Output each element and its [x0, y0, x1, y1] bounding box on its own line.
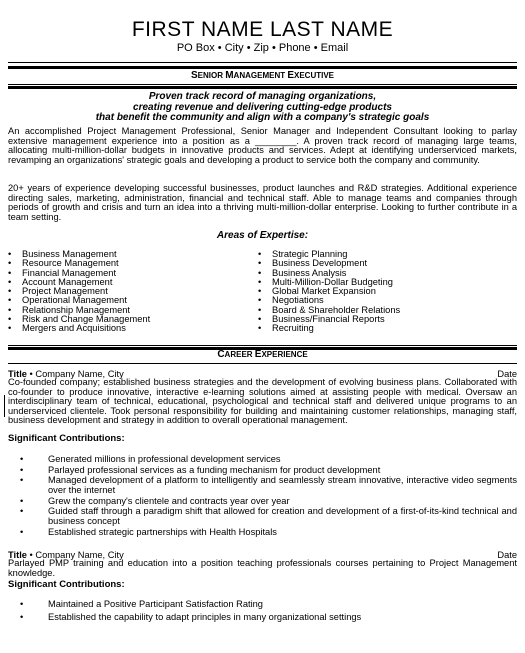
contribution-item: • Managed development of a platform to intelligently and seamlessly stream innovative, interactive video segments over the internet: [20, 476, 517, 495]
expertise-heading: Areas of Expertise:: [216, 230, 309, 241]
divider-career-thin: [8, 345, 517, 346]
contribution-item: • Parlayed professional services as a funding mechanism for product development: [20, 466, 517, 476]
expertise-item: • Business Management: [8, 250, 238, 259]
divider-title-thick: [8, 86, 517, 89]
margin-bracket: [4, 395, 5, 417]
tagline-line: Proven track record of managing organizations,: [148, 91, 377, 102]
job-title-1: Title • Company Name, City: [8, 369, 124, 379]
expertise-item: • Multi-Million-Dollar Budgeting: [258, 278, 508, 287]
contribution-item: • Maintained a Positive Participant Satisfaction Rating: [20, 600, 517, 610]
divider-title-thin: [8, 84, 517, 85]
job-date-2: Date: [497, 550, 517, 560]
tagline-line: creating revenue and delivering cutting-edge products: [133, 101, 392, 113]
summary-paragraph-2: 20+ years of experience developing successful businesses, product launches and R&D strategies. Additional experience directing sales, marketing, administration, financial and technical staff. Able to manage teams and companies through periods of growth and crisis and turn an idea into a thriving multi-million-dollar enterprise. Looking to further contribute in a team setting.: [8, 183, 517, 222]
expertise-item: • Recruiting: [258, 324, 508, 333]
divider-top-thick: [8, 66, 517, 69]
expertise-item: • Strategic Planning: [258, 250, 508, 259]
job-description-1: Co-founded company; established business strategies and the development of evolving business plans. Collaborated with co-founder to produce innovative, interactive e-learning solutions aimed at assisting people with medical. Oversaw an interdisciplinary team of technical, educational, psychological and technical staff and delivered unique programs to an underserviced clientele. Took personal responsibility for building and maintaining customer relationships, managing staff, business development and strategy in addition to overall operational management.: [8, 377, 517, 426]
expertise-item: • Resource Management: [8, 259, 238, 268]
tagline: [0, 92, 525, 124]
expertise-item: • Negotiations: [258, 296, 508, 305]
summary-paragraph-1: An accomplished Project Management Professional, Senior Manager and Independent Consultant looking to parlay extensive management experience into a position as a ________. A proven track record of managing large teams, allocating multi-million-dollar budgets in innovative products and services. Adept at identifying underserviced markets, revamping an organizations' strategic goals and developing a product to service both the company and community.: [8, 126, 517, 165]
expertise-item: • Relationship Management: [8, 306, 238, 315]
contributions-heading-2: Significant Contributions:: [8, 579, 125, 590]
expertise-item: • Business Development: [258, 259, 508, 268]
contact-line: PO Box • City • Zip • Phone • Email: [176, 42, 349, 54]
expertise-item: • Project Management: [8, 287, 238, 296]
divider-career-bottom: [8, 363, 517, 364]
job-title-2: Title • Company Name, City: [8, 550, 124, 560]
contribution-item: • Established the capability to adapt principles in many organizational settings: [20, 613, 517, 623]
expertise-item: • Operational Management: [8, 296, 238, 305]
contribution-item: • Established strategic partnerships with Health Hospitals: [20, 528, 517, 538]
tagline-line: that benefit the community and align with a company's strategic goals: [95, 112, 430, 123]
divider-top-thin: [8, 62, 517, 63]
expertise-item: • Business Analysis: [258, 269, 508, 278]
contribution-item: • Guided staff through a paradigm shift that allowed for creation and development of a first-of-its-kind technical and business concept: [20, 507, 517, 526]
contributions-list-2: [20, 600, 517, 622]
expertise-item: • Financial Management: [8, 269, 238, 278]
section-title-senior-management: SENIOR MANAGEMENT EXECUTIVE: [190, 70, 335, 81]
expertise-item: • Mergers and Acquisitions: [8, 324, 238, 333]
expertise-list-left: [8, 250, 238, 333]
job-date-1: Date: [497, 369, 517, 379]
contributions-list-1: [20, 455, 517, 537]
contributions-heading-1: Significant Contributions:: [8, 433, 125, 444]
candidate-name: FIRST NAME LAST NAME: [131, 18, 394, 41]
expertise-item: • Business/Financial Reports: [258, 315, 508, 324]
expertise-list-right: [258, 250, 508, 333]
job-description-2: Parlayed PMP training and education into a position teaching professionals courses pertaining to Project Management knowledge.: [8, 558, 517, 578]
expertise-item: • Risk and Change Management: [8, 315, 238, 324]
expertise-item: • Global Market Expansion: [258, 287, 508, 296]
contribution-item: • Generated millions in professional development services: [20, 455, 517, 465]
section-title-career-experience: CAREER EXPERIENCE: [217, 349, 308, 360]
expertise-item: • Board & Shareholder Relations: [258, 306, 508, 315]
expertise-item: • Account Management: [8, 278, 238, 287]
contribution-item: • Grew the company's clientele and contracts year over year: [20, 497, 517, 507]
